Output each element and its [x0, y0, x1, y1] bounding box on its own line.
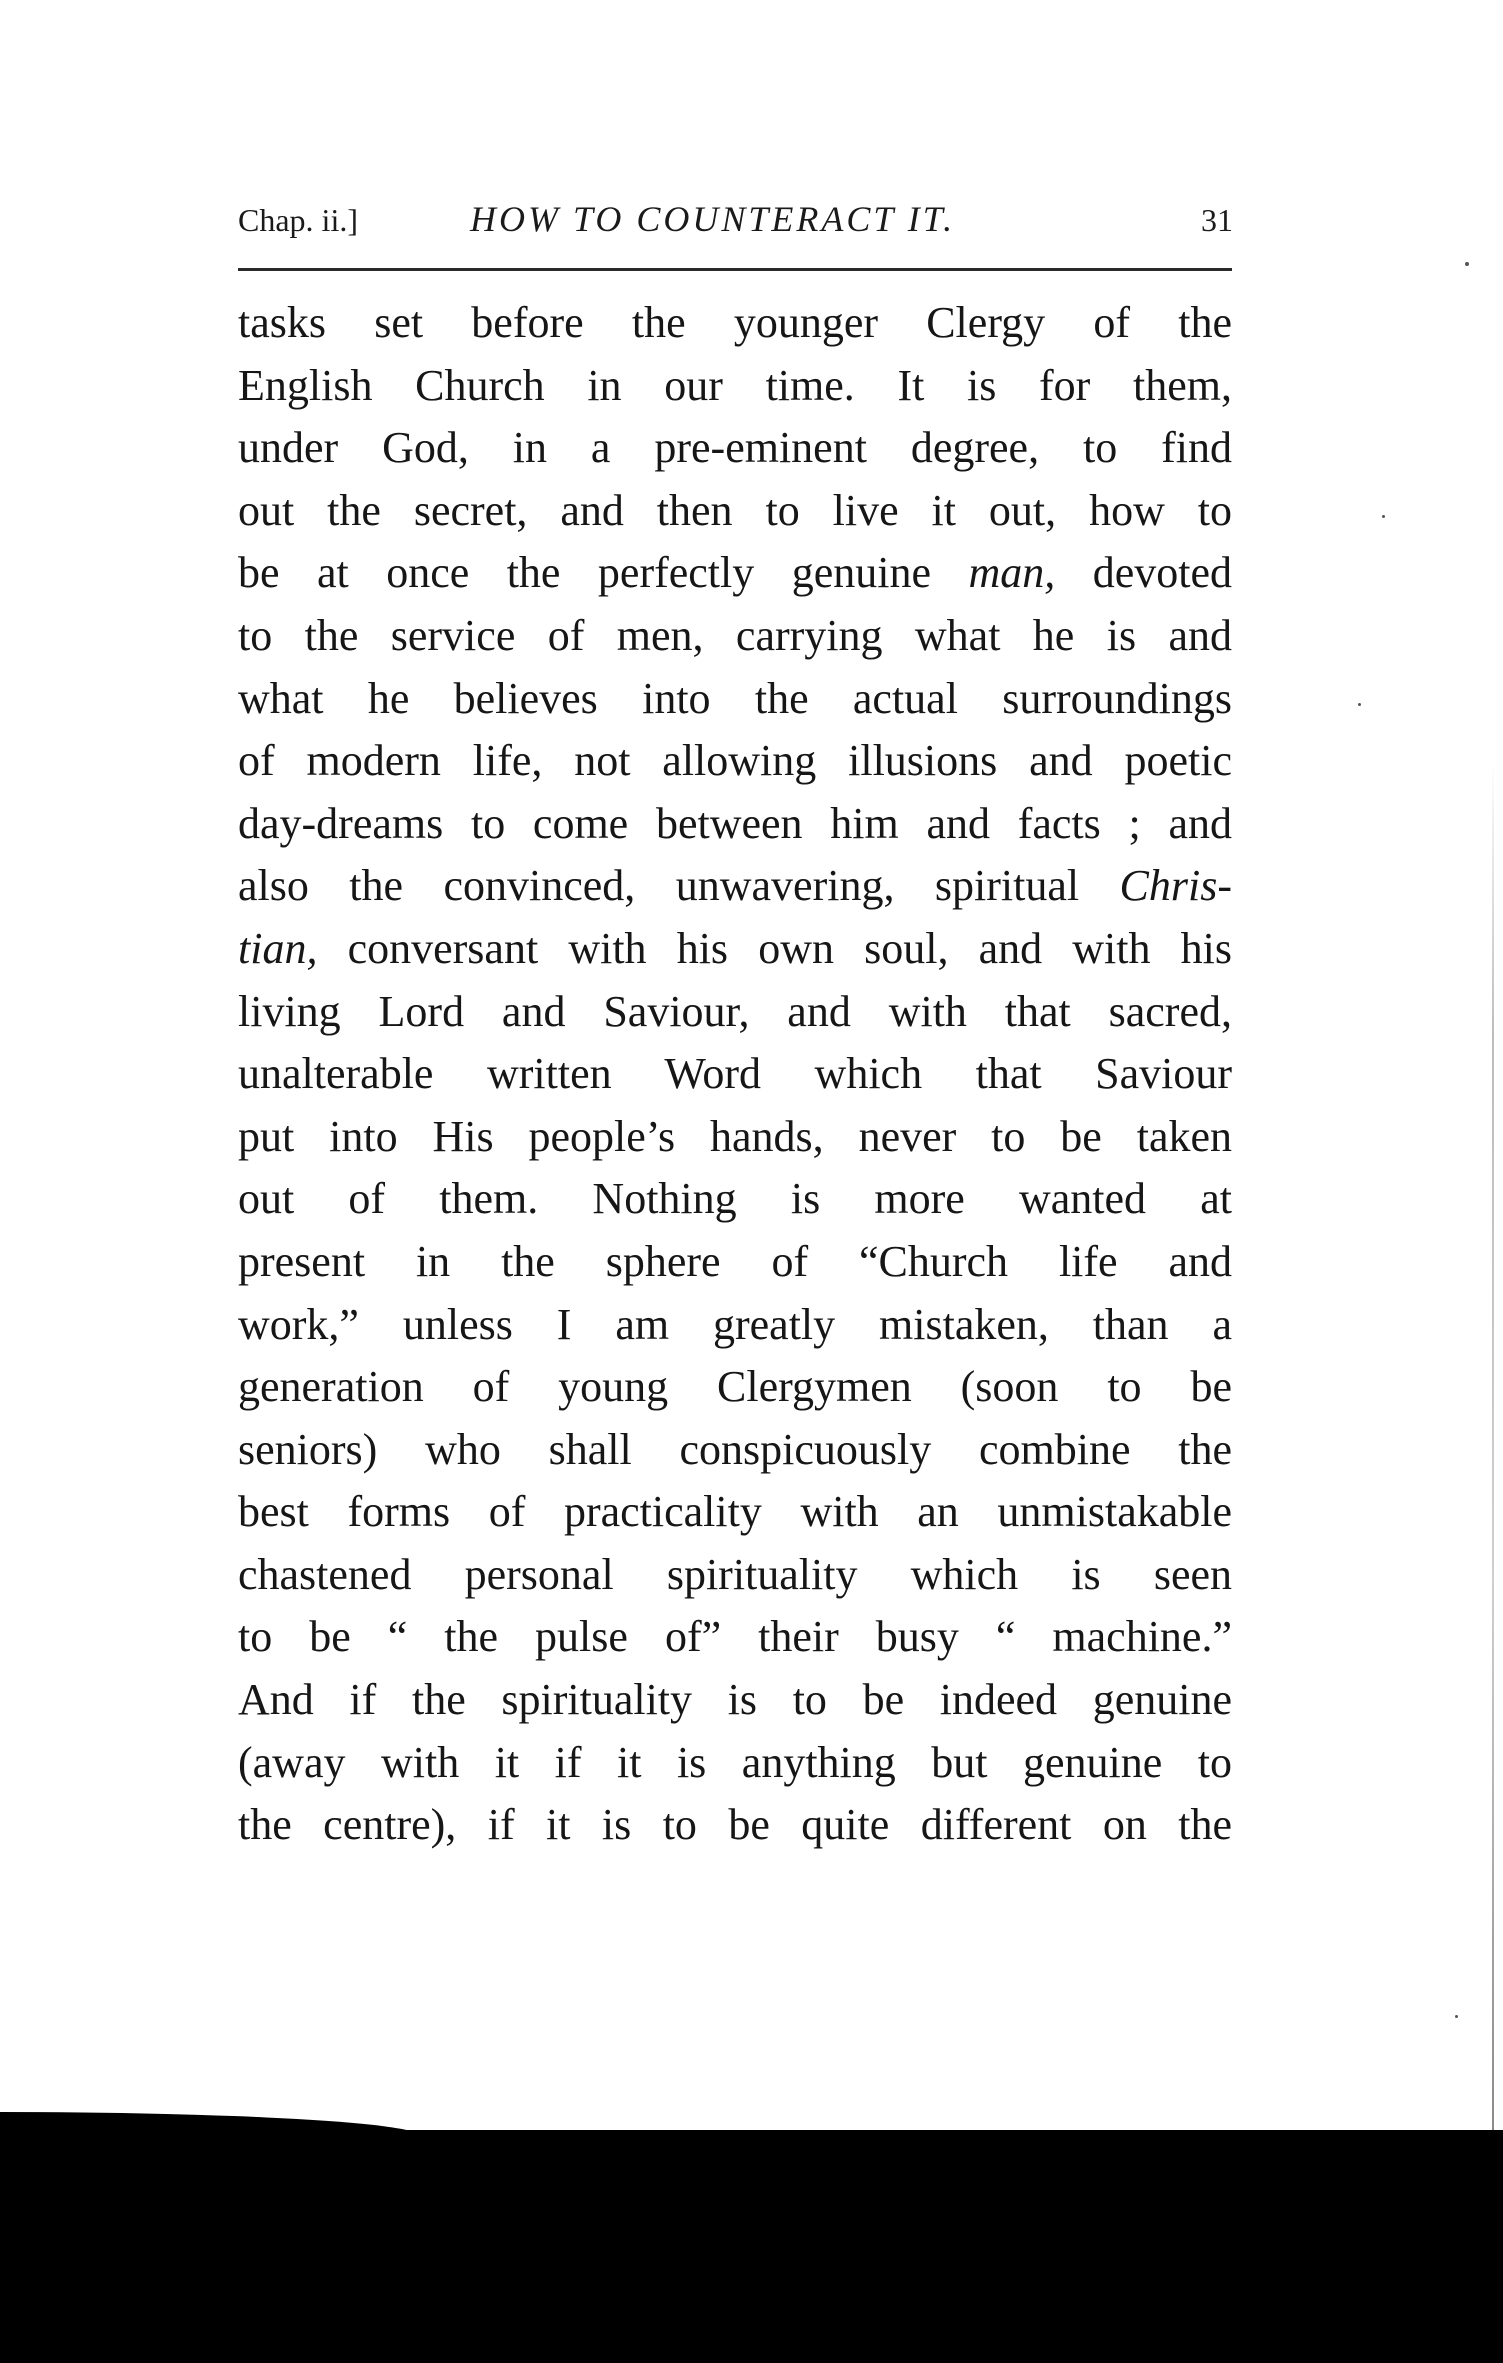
body-text	[238, 292, 1232, 1857]
text-line: present in the sphere of “Church life and	[238, 1236, 1232, 1286]
text-line: what he believes into the actual surroundings	[238, 673, 1232, 723]
text-line: living Lord and Saviour, and with that sacred,	[238, 986, 1232, 1036]
text-line: generation of young Clergymen (soon to be	[238, 1362, 1232, 1412]
text-line: work,” unless I am greatly mistaken, than a	[238, 1299, 1232, 1349]
text-line: unalterable written Word which that Saviour	[238, 1049, 1232, 1099]
text-line: out of them. Nothing is more wanted at	[238, 1174, 1232, 1224]
ink-speck	[1382, 515, 1385, 518]
chapter-reference: Chap. ii.]	[238, 202, 358, 238]
text-line: of modern life, not allowing illusions and poetic	[238, 736, 1232, 786]
text-line: to the service of men, carrying what he is and	[238, 610, 1232, 660]
text-line: day-dreams to come between him and facts ; and	[238, 798, 1232, 848]
text-line: also the convinced, unwavering, spiritual Chris-	[238, 861, 1232, 911]
ink-speck	[1455, 2015, 1458, 2018]
text-line: put into His people’s hands, never to be taken	[238, 1111, 1232, 1161]
text-line: under God, in a pre-eminent degree, to find	[238, 423, 1232, 473]
running-title: HOW TO COUNTERACT IT.	[470, 199, 956, 239]
ink-speck	[1358, 703, 1361, 706]
text-line: best forms of practicality with an unmistakable	[238, 1487, 1232, 1537]
text-line: And if the spirituality is to be indeed genuine	[238, 1675, 1232, 1725]
text-line: to be “ the pulse of” their busy “ machine.”	[238, 1612, 1232, 1662]
text-line: tasks set before the younger Clergy of the	[238, 298, 1232, 347]
text-line: chastened personal spirituality which is seen	[238, 1549, 1232, 1599]
running-header	[238, 190, 1238, 250]
text-line: out the secret, and then to live it out, how to	[238, 485, 1232, 535]
page-edge-shadow	[1492, 760, 1494, 2130]
scan-shadow-bottom	[0, 2130, 1503, 2363]
text-line: (away with it if it is anything but genuine to	[238, 1737, 1232, 1787]
text-line: English Church in our time. It is for them,	[238, 360, 1232, 410]
header-rule	[238, 268, 1232, 271]
text-line: seniors) who shall conspicuously combine the	[238, 1424, 1232, 1474]
text-line: tian, conversant with his own soul, and with his	[238, 923, 1232, 973]
text-line: the centre), if it is to be quite different on the	[238, 1800, 1232, 1850]
ink-speck	[1465, 262, 1469, 266]
text-line: be at once the perfectly genuine man, devoted	[238, 548, 1232, 598]
page-number: 31	[1201, 202, 1233, 238]
